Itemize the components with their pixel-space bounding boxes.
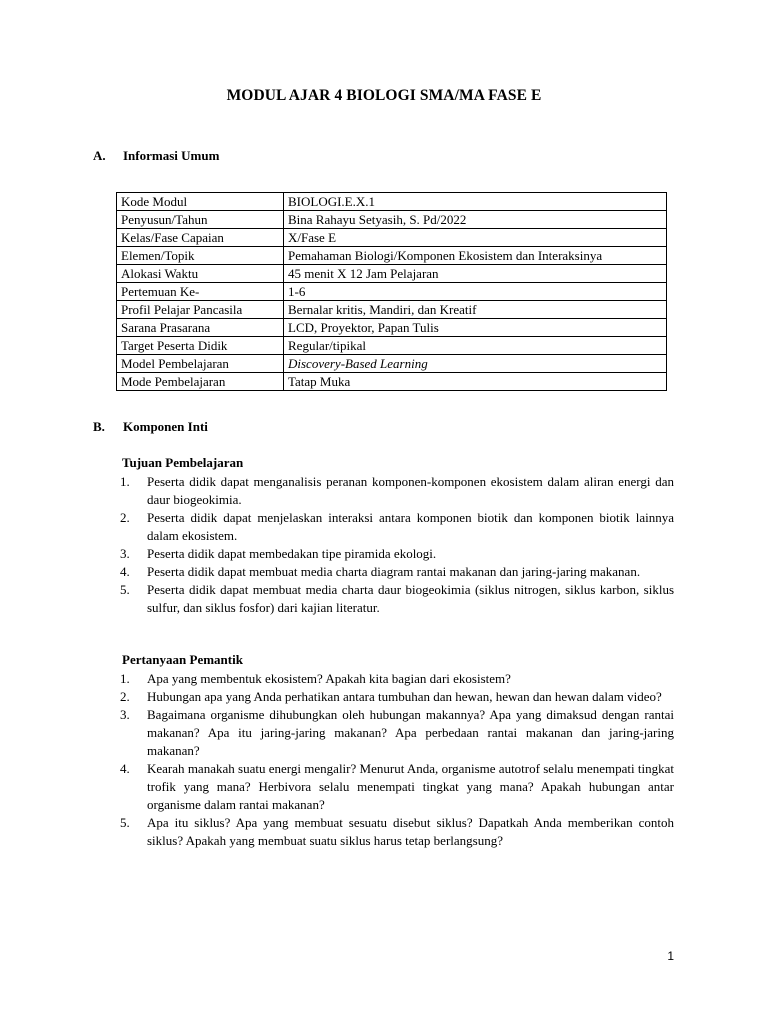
list-text: Peserta didik dapat menganalisis peranan komponen-komponen ekosistem dalam aliran energi dan daur biogeokimia. xyxy=(147,474,674,507)
table-key: Model Pembelajaran xyxy=(117,355,284,373)
list-text: Bagaimana organisme dihubungkan oleh hubungan makannya? Apa yang dimaksud dengan rantai makanan? Apa itu jaring-jaring makanan? Apa perbedaan rantai makanan dan jaring-jaring makanan? xyxy=(147,707,674,758)
list-number: 1. xyxy=(120,671,130,686)
table-key: Kode Modul xyxy=(117,193,284,211)
table-key: Penyusun/Tahun xyxy=(117,211,284,229)
list-item xyxy=(116,670,674,688)
list-item xyxy=(116,509,674,545)
table-key: Elemen/Topik xyxy=(117,247,284,265)
table-key: Pertemuan Ke- xyxy=(117,283,284,301)
table-row xyxy=(117,193,667,211)
table-key: Mode Pembelajaran xyxy=(117,373,284,391)
tujuan-list xyxy=(116,473,674,617)
table-value: X/Fase E xyxy=(284,229,667,247)
table-row xyxy=(117,301,667,319)
pemantik-heading: Pertanyaan Pemantik xyxy=(122,652,243,667)
table-row xyxy=(117,265,667,283)
table-key: Kelas/Fase Capaian xyxy=(117,229,284,247)
list-number: 1. xyxy=(120,474,130,489)
table-row xyxy=(117,247,667,265)
table-value: Bernalar kritis, Mandiri, dan Kreatif xyxy=(284,301,667,319)
table-value: 45 menit X 12 Jam Pelajaran xyxy=(284,265,667,283)
table-row xyxy=(117,337,667,355)
table-value: Discovery-Based Learning xyxy=(284,355,667,373)
list-item xyxy=(116,760,674,814)
list-number: 3. xyxy=(120,546,130,561)
table-value: Bina Rahayu Setyasih, S. Pd/2022 xyxy=(284,211,667,229)
list-number: 4. xyxy=(120,761,130,776)
section-b-heading xyxy=(93,419,208,435)
table-key: Target Peserta Didik xyxy=(117,337,284,355)
list-number: 3. xyxy=(120,707,130,722)
list-item xyxy=(116,706,674,760)
list-item xyxy=(116,581,674,617)
section-b-letter: B. xyxy=(93,419,105,434)
list-item xyxy=(116,473,674,509)
list-text: Peserta didik dapat membedakan tipe piramida ekologi. xyxy=(147,546,437,561)
list-text: Peserta didik dapat menjelaskan interaksi antara komponen biotik dan komponen biotik lainnya dalam ekosistem. xyxy=(147,510,674,543)
list-text: Hubungan apa yang Anda perhatikan antara tumbuhan dan hewan, hewan dan hewan dalam video? xyxy=(147,689,662,704)
document-title: MODUL AJAR 4 BIOLOGI SMA/MA FASE E xyxy=(226,87,542,104)
table-row xyxy=(117,211,667,229)
list-number: 2. xyxy=(120,689,130,704)
list-number: 4. xyxy=(120,564,130,579)
tujuan-heading: Tujuan Pembelajaran xyxy=(122,455,244,470)
list-item xyxy=(116,545,674,563)
table-key: Alokasi Waktu xyxy=(117,265,284,283)
section-b-title: Komponen Inti xyxy=(123,419,208,434)
table-key: Profil Pelajar Pancasila xyxy=(117,301,284,319)
list-text: Apa itu siklus? Apa yang membuat sesuatu disebut siklus? Dapatkah Anda memberikan contoh siklus? Apakah yang membuat suatu siklus harus tetap berlangsung? xyxy=(147,815,674,848)
list-number: 5. xyxy=(120,582,130,597)
table-row xyxy=(117,355,667,373)
table-value: Tatap Muka xyxy=(284,373,667,391)
table-row xyxy=(117,283,667,301)
table-value: BIOLOGI.E.X.1 xyxy=(284,193,667,211)
section-a-title: Informasi Umum xyxy=(123,148,220,163)
table-value: Pemahaman Biologi/Komponen Ekosistem dan Interaksinya xyxy=(284,247,667,265)
section-a-heading xyxy=(93,148,219,164)
table-row xyxy=(117,373,667,391)
info-table xyxy=(116,192,667,391)
list-text: Peserta didik dapat membuat media charta diagram rantai makanan dan jaring-jaring makanan. xyxy=(147,564,641,579)
page-number: 1 xyxy=(667,949,674,963)
table-row xyxy=(117,229,667,247)
list-item xyxy=(116,563,674,581)
list-text: Kearah manakah suatu energi mengalir? Menurut Anda, organisme autotrof selalu menempati tingkat trofik yang mana? Herbivora selalu menempati tingkat yang mana? Apakah hubungan antar organisme dalam rantai makanan? xyxy=(147,761,674,812)
table-value: Regular/tipikal xyxy=(284,337,667,355)
list-number: 2. xyxy=(120,510,130,525)
table-value: LCD, Proyektor, Papan Tulis xyxy=(284,319,667,337)
table-key: Sarana Prasarana xyxy=(117,319,284,337)
section-a-letter: A. xyxy=(93,148,106,163)
list-item xyxy=(116,814,674,850)
table-value: 1-6 xyxy=(284,283,667,301)
list-item xyxy=(116,688,674,706)
pemantik-list xyxy=(116,670,674,850)
list-text: Apa yang membentuk ekosistem? Apakah kita bagian dari ekosistem? xyxy=(147,671,511,686)
list-text: Peserta didik dapat membuat media charta daur biogeokimia (siklus nitrogen, siklus karbon, siklus sulfur, dan siklus fosfor) dari kajian literatur. xyxy=(147,582,674,615)
list-number: 5. xyxy=(120,815,130,830)
table-row xyxy=(117,319,667,337)
